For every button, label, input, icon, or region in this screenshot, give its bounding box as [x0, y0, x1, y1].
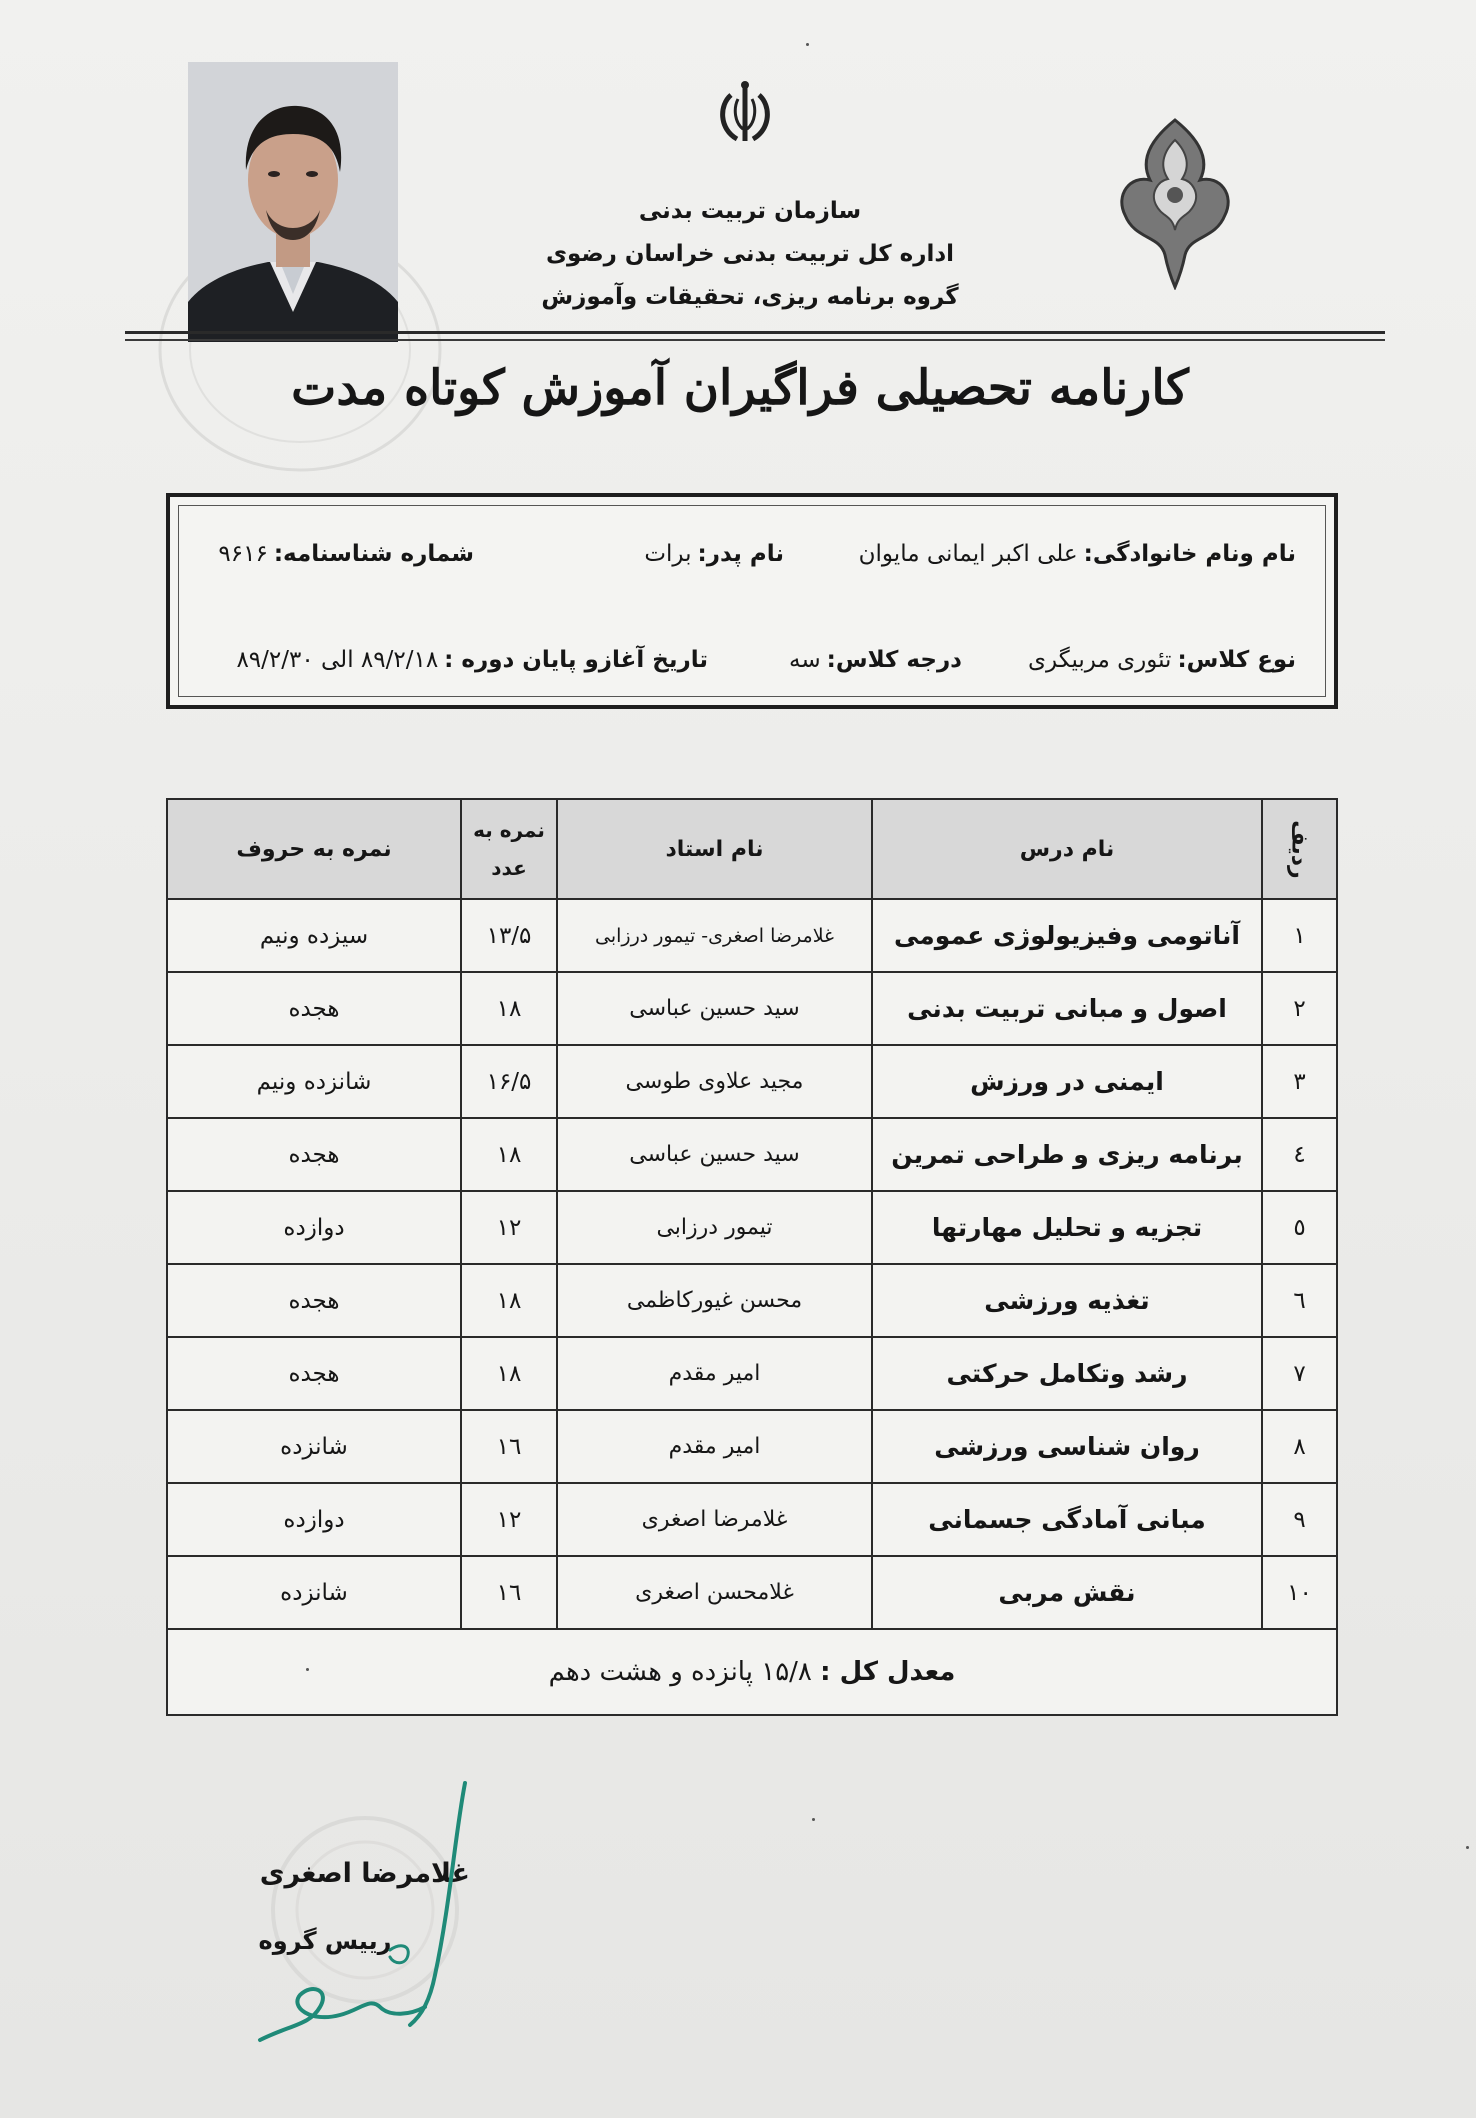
- id-number-label: شماره شناسنامه:: [273, 541, 474, 567]
- teacher-name: سید حسین عباسی: [557, 972, 872, 1045]
- score-number: ۱۲: [461, 1483, 557, 1556]
- score-words: هجده: [167, 1337, 461, 1410]
- score-number: ۱٦: [461, 1410, 557, 1483]
- course-name: اصول و مبانی تربیت بدنی: [872, 972, 1262, 1045]
- table-row: [167, 1118, 1337, 1191]
- table-header-row: [167, 799, 1337, 899]
- table-row: [167, 1556, 1337, 1629]
- org-line-3: گروه برنامه ریزی، تحقیقات وآموزش: [541, 284, 959, 310]
- score-number: ۱۲: [461, 1191, 557, 1264]
- class-grade-field: [789, 647, 962, 673]
- teacher-name: غلامحسن اصغری: [557, 1556, 872, 1629]
- course-name: رشد وتکامل حرکتی: [872, 1337, 1262, 1410]
- paper-speck: [1466, 1846, 1469, 1849]
- father-name-field: [644, 541, 784, 567]
- score-words: دوازده: [167, 1483, 461, 1556]
- row-number: ۷: [1262, 1337, 1337, 1410]
- course-name: ایمنی در ورزش: [872, 1045, 1262, 1118]
- father-name-label: نام پدر:: [697, 541, 784, 567]
- document-title: کارنامه تحصیلی فراگیران آموزش کوتاه مدت: [291, 360, 1189, 416]
- class-grade-value: سه: [789, 647, 821, 673]
- row-number: ۳: [1262, 1045, 1337, 1118]
- teacher-name: سید حسین عباسی: [557, 1118, 872, 1191]
- id-number-field: [218, 541, 474, 567]
- course-period-value: ۸۹/۲/۱۸ الی ۸۹/۲/۳۰: [236, 647, 439, 673]
- signatory-role: رییس گروه: [258, 1927, 392, 1955]
- org-line-1: سازمان تربیت بدنی: [638, 198, 862, 224]
- iran-emblem-icon: [705, 75, 785, 155]
- ornamental-logo-icon: [1110, 115, 1240, 290]
- student-name-field: [859, 541, 1296, 567]
- course-period-field: [236, 647, 708, 673]
- table-row: [167, 972, 1337, 1045]
- student-photo: [188, 62, 398, 342]
- class-type-field: [1028, 647, 1296, 673]
- class-type-label: نوع کلاس:: [1177, 647, 1296, 673]
- score-words: شانزده: [167, 1410, 461, 1483]
- grades-table: [166, 798, 1338, 1716]
- score-number: ۱۸: [461, 1118, 557, 1191]
- id-number-value: ۹۶۱۶: [218, 541, 268, 567]
- header-row-number-text: ردیف: [1286, 819, 1312, 879]
- teacher-name: تیمور درزابی: [557, 1191, 872, 1264]
- course-name: برنامه ریزی و طراحی تمرین: [872, 1118, 1262, 1191]
- course-name: تغذیه ورزشی: [872, 1264, 1262, 1337]
- paper-speck: [806, 43, 809, 46]
- table-row: [167, 1191, 1337, 1264]
- score-number: ۱۳/۵: [461, 899, 557, 972]
- header-teacher: نام استاد: [557, 799, 872, 899]
- course-name: آناتومی وفیزیولوژی عمومی: [872, 899, 1262, 972]
- score-words: شانزده ونیم: [167, 1045, 461, 1118]
- handwritten-signature-icon: [250, 1775, 490, 2055]
- score-number: ۱۶/۵: [461, 1045, 557, 1118]
- table-row: [167, 1337, 1337, 1410]
- teacher-name: محسن غیورکاظمی: [557, 1264, 872, 1337]
- score-words: هجده: [167, 972, 461, 1045]
- row-number: ٤: [1262, 1118, 1337, 1191]
- score-number: ۱۸: [461, 972, 557, 1045]
- class-grade-label: درجه کلاس:: [826, 647, 962, 673]
- header-course: نام درس: [872, 799, 1262, 899]
- course-name: روان شناسی ورزشی: [872, 1410, 1262, 1483]
- score-number: ۱٦: [461, 1556, 557, 1629]
- class-type-value: تئوری مربیگری: [1028, 647, 1172, 673]
- average-value: ۱۵/۸ پانزده و هشت دهم: [548, 1657, 812, 1687]
- student-portrait-icon: [188, 62, 398, 342]
- table-row: [167, 1045, 1337, 1118]
- signatory-name: غلامرضا اصغری: [259, 1858, 470, 1889]
- student-name-value: علی اکبر ایمانی مایوان: [858, 541, 1078, 567]
- header-divider-secondary: [125, 339, 1385, 341]
- table-row: [167, 1264, 1337, 1337]
- table-row: [167, 899, 1337, 972]
- course-name: تجزیه و تحلیل مهارتها: [872, 1191, 1262, 1264]
- score-words: هجده: [167, 1264, 461, 1337]
- student-info-box: [166, 493, 1338, 709]
- score-words: دوازده: [167, 1191, 461, 1264]
- teacher-name: امیر مقدم: [557, 1410, 872, 1483]
- row-number: ٥: [1262, 1191, 1337, 1264]
- header-score-number: نمره به عدد: [461, 799, 557, 899]
- teacher-name: غلامرضا اصغری: [557, 1483, 872, 1556]
- score-number: ۱۸: [461, 1337, 557, 1410]
- table-row: [167, 1410, 1337, 1483]
- teacher-name: مجید علاوی طوسی: [557, 1045, 872, 1118]
- course-name: نقش مربی: [872, 1556, 1262, 1629]
- paper-speck: [306, 1668, 309, 1671]
- course-name: مبانی آمادگی جسمانی: [872, 1483, 1262, 1556]
- table-row: [167, 1483, 1337, 1556]
- average-row: [167, 1629, 1337, 1715]
- organization-header: [520, 190, 980, 319]
- row-number: ۸: [1262, 1410, 1337, 1483]
- paper-speck: [812, 1818, 815, 1821]
- row-number: ۱۰: [1262, 1556, 1337, 1629]
- row-number: ٦: [1262, 1264, 1337, 1337]
- teacher-name: غلامرضا اصغری- تیمور درزابی: [557, 899, 872, 972]
- overall-average: [167, 1629, 1337, 1715]
- row-number: ۹: [1262, 1483, 1337, 1556]
- org-line-2: اداره کل تربیت بدنی خراسان رضوی: [545, 241, 955, 267]
- score-words: شانزده: [167, 1556, 461, 1629]
- average-label: معدل کل :: [820, 1657, 956, 1687]
- score-words: سیزده ونیم: [167, 899, 461, 972]
- score-number: ۱۸: [461, 1264, 557, 1337]
- row-number: ۲: [1262, 972, 1337, 1045]
- teacher-name: امیر مقدم: [557, 1337, 872, 1410]
- father-name-value: برات: [644, 541, 692, 567]
- score-words: هجده: [167, 1118, 461, 1191]
- student-name-label: نام ونام خانوادگی:: [1083, 541, 1296, 567]
- header-row-number: [1262, 799, 1337, 899]
- header-score-words: نمره به حروف: [167, 799, 461, 899]
- row-number: ۱: [1262, 899, 1337, 972]
- header-divider: [125, 331, 1385, 334]
- course-period-label: تاریخ آغازو پایان دوره :: [444, 647, 708, 673]
